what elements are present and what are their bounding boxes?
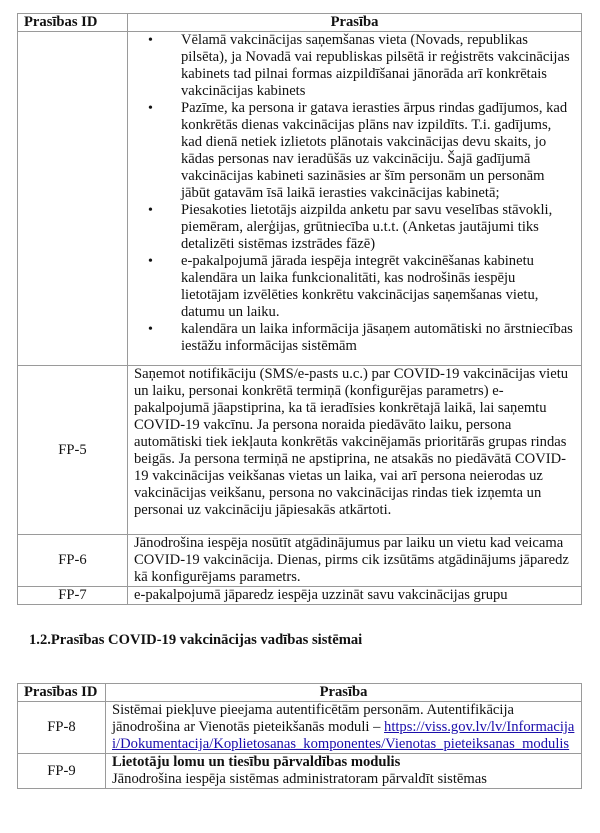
list-item: • kalendāra un laika informācija jāsaņem automātiski no ārstniecības iestāžu informācijas sistēmām [181,321,575,355]
table-row [18,366,582,535]
requirement-text-body: Jānodrošina iespēja sistēmas administratoram pārvaldīt sistēmas [112,771,487,787]
requirement-text-body: Sistēmai piekļuve pieejama autentificētām personām. Autentifikācija jānodrošina ar Vienotās pieteikšanās moduli – [112,702,514,735]
vpm-documentation-link[interactable]: https://viss.gov.lv/lv/Informacijai/Dokumentacija/Koplietosanas_komponentes/Vienotas_pieteiksanas_modulis [112,719,575,752]
requirement-title: Lietotāju lomu un tiesību pārvaldības modulis [112,754,401,770]
requirement-text: Saņemot notifikāciju (SMS/e-pasts u.c.) par COVID-19 vakcinācijas vietu un laiku, personai konkrētā termiņā (konfigurējas parametrs) e-pakalpojumā jāapstiprina, ka tā ieradīsies konkrētajā laikā, lai saņemtu COVID-19 vakcīnu. Ja persona noraida piedāvāto laiku, persona automātiski tiek iekļauta konkrētās vakcinējamās prioritārās grupas rindas beigās. Ja persona termiņā ne apstiprina, ne atsakās no piedāvātā COVID-19 vakcinācijas veikšanas vietas un laika, vai arī persona neierodas uz vakcinācijas veikšanu, persona no vakcinācijas rindas tiek izņemta un personai uz vakcināciju jāpiesakās atkārtoti. [128,366,582,535]
bullet-list [134,32,575,355]
list-item: • Vēlamā vakcinācijas saņemšanas vieta (Novads, republikas pilsēta), ja Novadā vai republiskas pilsētā ir reģistrēts vakcinācijas kabinets tad pilnai formas aizpildīšanai jānorāda arī konkrētais vakcinācijas kabinets [181,32,575,100]
requirement-text [128,32,582,366]
list-item: • Piesakoties lietotājs aizpilda anketu par savu veselības stāvokli, piemēram, alerģijas, grūtniecība u.t.t. (Anketas jautājumi tiks detalizēti sistēmas izstrādes fāzē) [181,202,575,253]
requirements-table-1 [17,13,582,605]
requirement-text [106,702,582,754]
requirement-id: FP-6 [18,535,128,587]
header-requirement-id: Prasības ID [18,14,128,32]
table-row [18,702,582,754]
table-header-row [18,684,582,702]
list-item: • Pazīme, ka persona ir gatava ierasties ārpus rindas gadījumos, kad konkrētās dienas vakcinācijas plāns nav izpildīts. T.i. gadījums, kad dienā netiek izlietots plānotais vakcinācijas devu skaits, jo kādas personas nav ieradūšās uz vakcināciju. Šajā gadījumā vakcinācijas kabineti sazināsies ar šīm personām un personām jābūt gatavām īsā laikā ierasties vakcinācijas kabinetā; [181,100,575,202]
section-heading: 1.2.Prasības COVID-19 vakcinācijas vadības sistēmai [29,632,363,648]
table-row [18,535,582,587]
table-row [18,587,582,605]
table-header-row [18,14,582,32]
list-item: • e-pakalpojumā jārada iespēja integrēt vakcinēšanas kabinetu kalendāra un laika funkcionalitāti, kas nodrošinās iespēju lietotājam izvēlēties konkrētu vakcinācijas saņemšanas vietu, datumu un laiku. [181,253,575,321]
table-row [18,754,582,789]
header-requirement-id: Prasības ID [18,684,106,702]
requirement-id [18,32,128,366]
header-requirement: Prasība [128,14,582,32]
table-row [18,32,582,366]
requirement-id: FP-7 [18,587,128,605]
header-requirement: Prasība [106,684,582,702]
requirement-text: Jānodrošina iespēja nosūtīt atgādinājumus par laiku un vietu kad veicama COVID-19 vakcinācija. Dienas, pirms cik izsūtāms atgādinājums jāparedz kā konfigurējams parametrs. [128,535,582,587]
requirement-text: e-pakalpojumā jāparedz iespēja uzzināt savu vakcinācijas grupu [128,587,582,605]
requirement-id: FP-9 [18,754,106,789]
requirement-id: FP-5 [18,366,128,535]
requirement-id: FP-8 [18,702,106,754]
requirements-table-2 [17,683,582,789]
requirement-text [106,754,582,789]
